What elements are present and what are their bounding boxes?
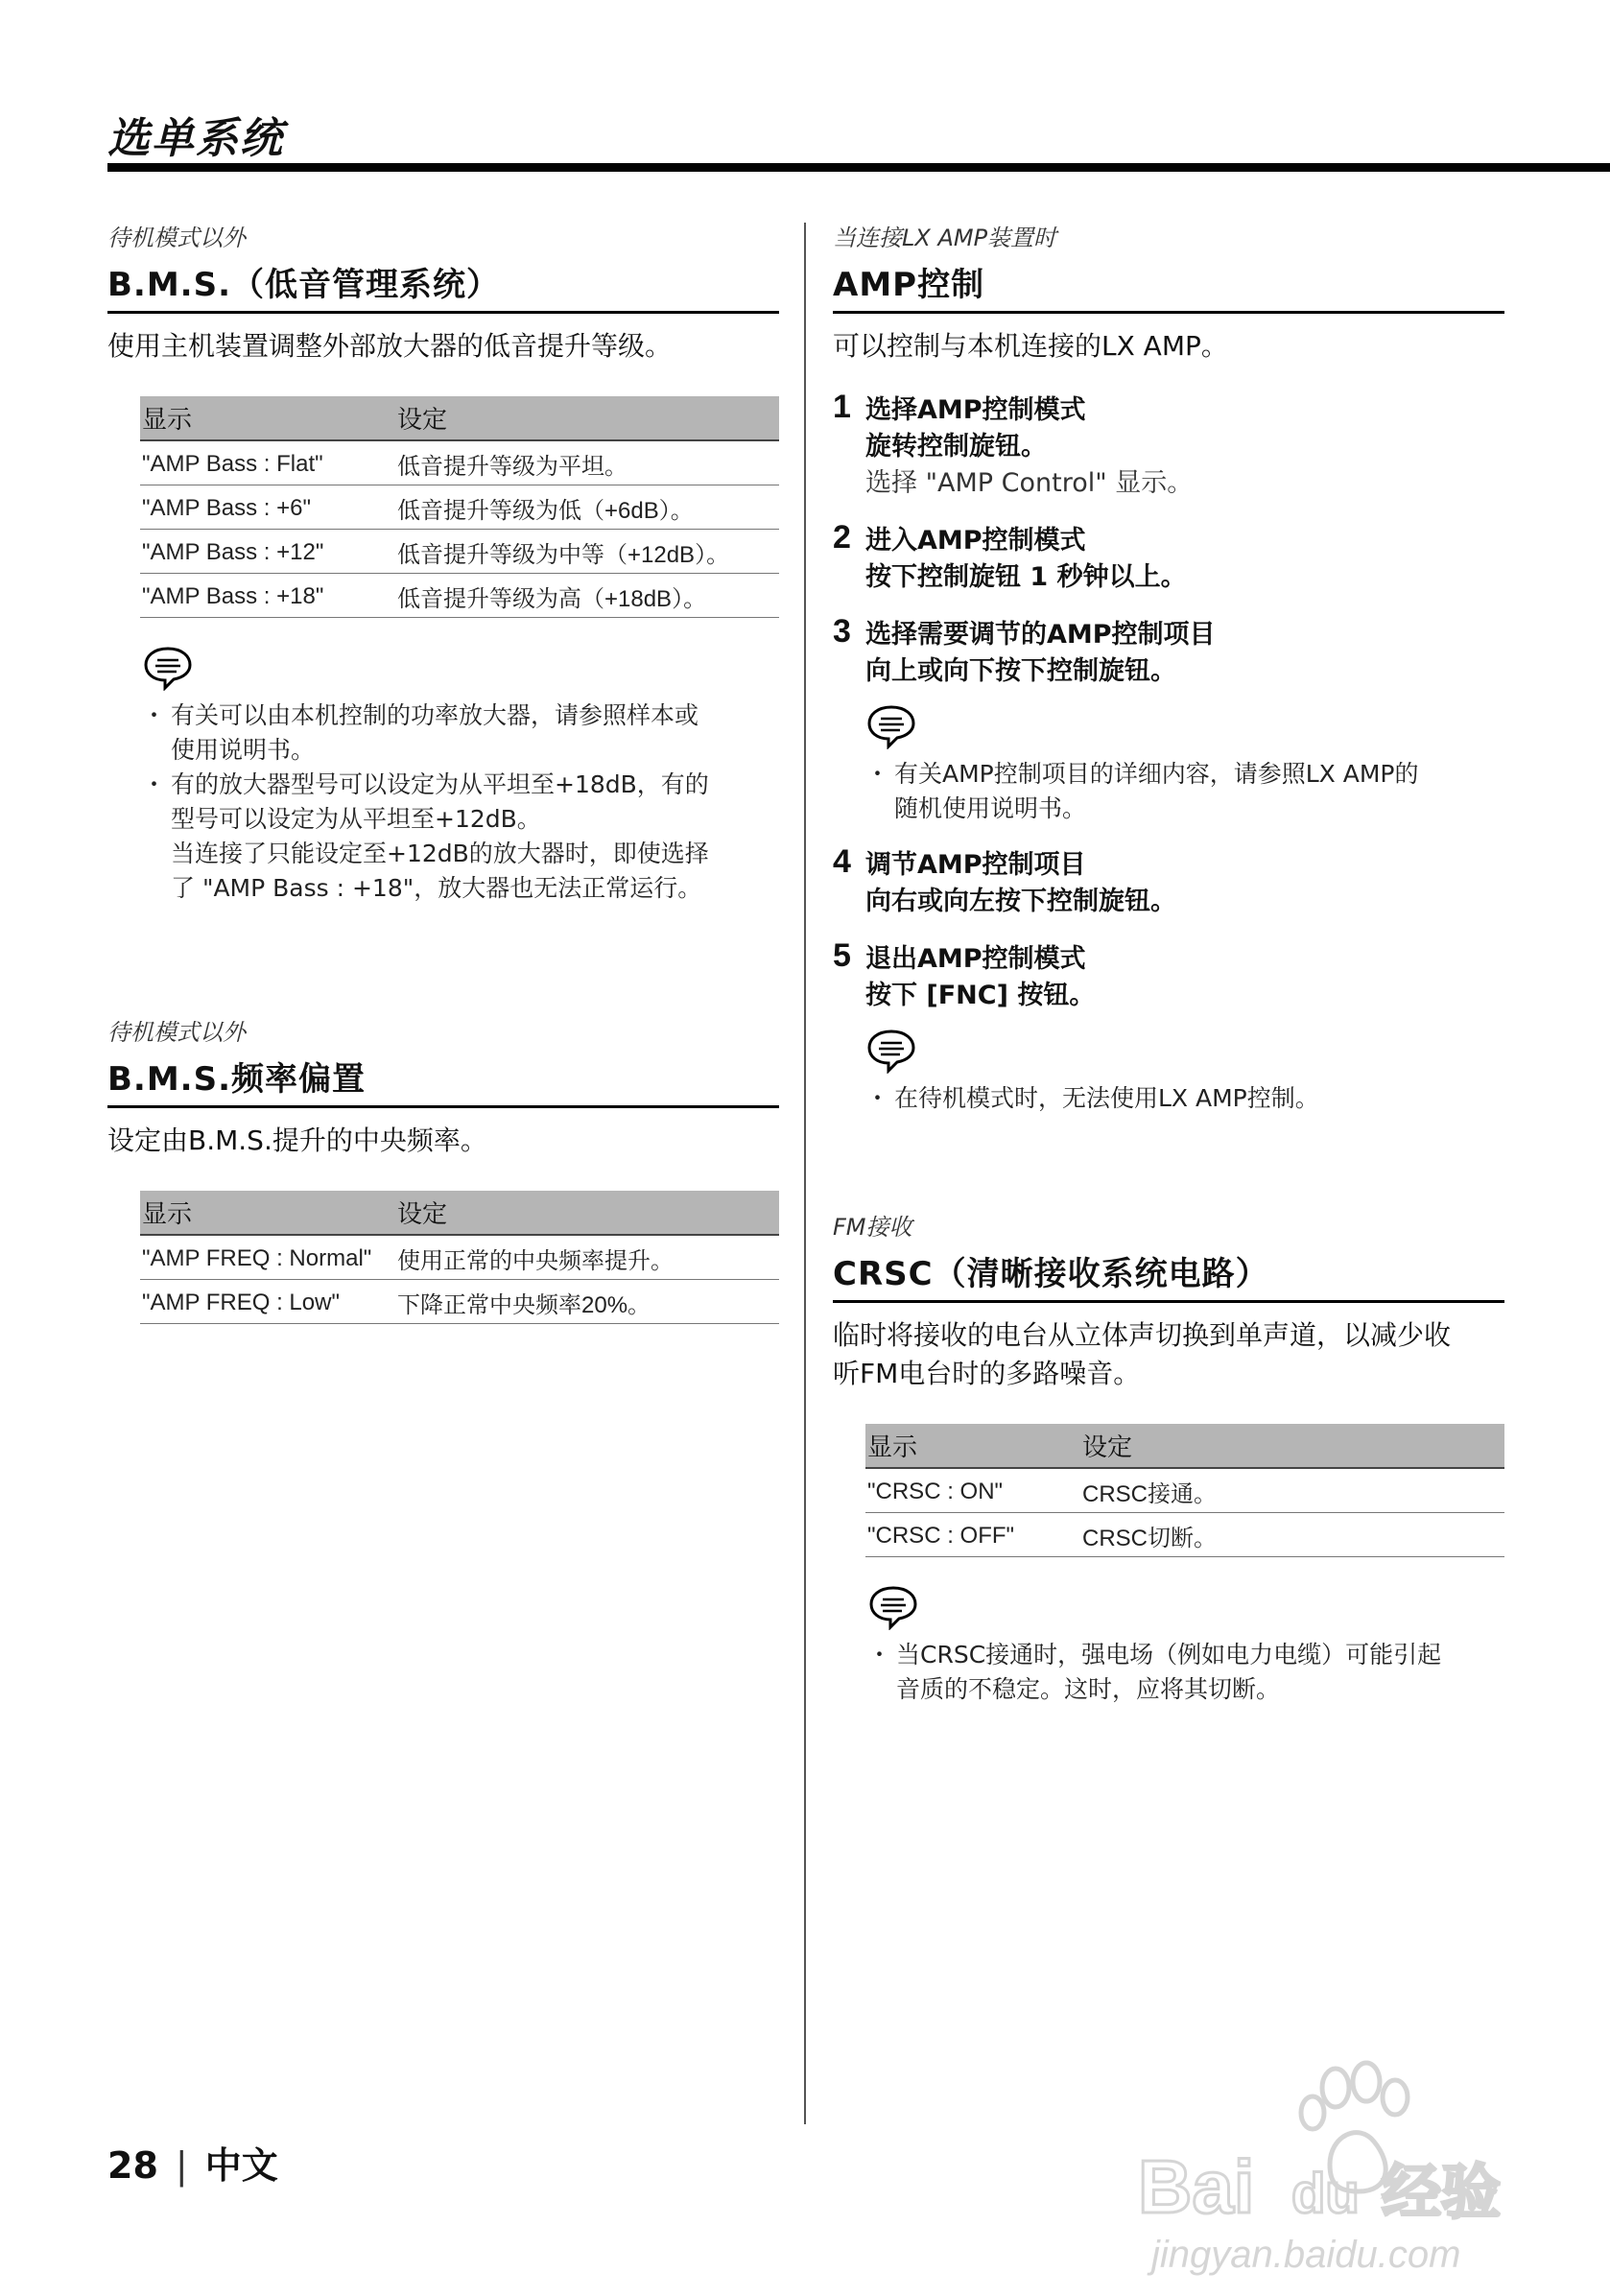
column-header: 设定 [1080,1424,1504,1468]
step-action: 旋转控制旋钮。 [865,432,1047,462]
step-result: 选择 "AMP Control" 显示。 [865,468,1194,498]
section-description [833,1316,1504,1393]
note-list [142,698,779,906]
section-heading: B.M.S.频率偏置 [107,1053,779,1108]
table-row [140,1280,779,1324]
note-line: 在待机模式时，无法使用LX AMP控制。 [894,1084,1319,1112]
note-line: 当CRSC接通时，强电场（例如电力电缆）可能引起 [896,1641,1442,1669]
footer-separator: | [175,2144,188,2187]
step-number: 2 [833,519,851,556]
note-item [142,698,779,768]
step-title: 退出AMP控制模式 [865,944,1086,974]
table-header-row [140,396,779,440]
step-title: 进入AMP控制模式 [865,526,1086,556]
bms-section [107,219,779,906]
description-line: 听FM电台时的多路噪音。 [833,1358,1141,1389]
note-line: 有关AMP控制项目的详细内容，请参照LX AMP的 [894,760,1419,788]
left-column [107,219,779,1324]
watermark-url: jingyan.baidu.com [1151,2234,1461,2276]
display-cell: "CRSC : ON" [865,1468,1080,1513]
note-item [865,1081,1504,1116]
note-line: 有的放大器型号可以设定为从平坦至+18dB，有的 [171,770,709,798]
step-number: 4 [833,843,851,880]
note-speech-bubble-icon [867,1584,919,1630]
note-list [865,1081,1504,1116]
section-heading: AMP控制 [833,258,1504,314]
section-condition: 待机模式以外 [107,1019,246,1046]
table-row [865,1513,1504,1557]
note-line: 音质的不稳定。这时，应将其切断。 [896,1675,1281,1703]
step-list [833,389,1504,1116]
page-title: 选单系统 [107,114,284,163]
section-description: 可以控制与本机连接的LX AMP。 [833,330,1228,362]
right-column [833,219,1504,1707]
step-title: 选择AMP控制模式 [865,395,1086,425]
note-line: 了 "AMP Bass : +18"，放大器也无法正常运行。 [171,874,702,902]
note-item [865,757,1504,826]
note-speech-bubble-icon [142,645,194,691]
language-label: 中文 [204,2144,278,2187]
column-header: 设定 [395,396,779,440]
column-header: 显示 [140,396,395,440]
note-line: 随机使用说明书。 [894,794,1087,822]
crsc-section [833,1208,1504,1707]
note-speech-bubble-icon [865,703,917,749]
bullet: ・ [867,1641,892,1669]
section-heading: CRSC（清晰接收系统电路） [833,1247,1504,1303]
table-row [140,485,779,530]
table-row [140,530,779,574]
bullet: ・ [865,1084,890,1112]
display-cell: "CRSC : OFF" [865,1513,1080,1557]
table-row [865,1468,1504,1513]
bullet: ・ [142,701,167,729]
column-header: 显示 [865,1424,1080,1468]
amp-control-section [833,219,1504,1116]
svg-text:du: du [1291,2163,1360,2225]
bullet: ・ [142,770,167,798]
table-row [140,1235,779,1280]
setting-cell: CRSC切断。 [1080,1513,1504,1557]
bms-freq-section [107,1013,779,1324]
note-list [867,1638,1504,1707]
svg-text:经验: 经验 [1382,2157,1502,2227]
note-item [142,768,779,906]
step-action: 向右或向左按下控制旋钮。 [865,887,1176,916]
step-number: 1 [833,389,851,425]
baidu-watermark [1128,2049,1531,2289]
page-number: 28 [107,2144,158,2187]
step-title: 调节AMP控制项目 [865,850,1086,880]
note-list [865,757,1504,826]
section-heading: B.M.S.（低音管理系统） [107,258,779,314]
note-item [867,1638,1504,1707]
display-cell: "AMP Bass : Flat" [140,440,395,485]
step-item [833,843,1504,920]
step-number: 3 [833,613,851,650]
note-line: 型号可以设定为从平坦至+12dB。 [171,805,541,833]
section-condition: FM接收 [833,1214,912,1241]
table-header-row [140,1191,779,1235]
setting-cell: 低音提升等级为低（+6dB）。 [395,485,779,530]
baidu-paw-logo-icon [1128,2049,1531,2232]
section-condition: 待机模式以外 [107,225,246,251]
step-item [833,613,1504,826]
setting-cell: 低音提升等级为平坦。 [395,440,779,485]
section-description: 使用主机装置调整外部放大器的低音提升等级。 [107,330,673,362]
display-cell: "AMP Bass : +12" [140,530,395,574]
table-row [140,574,779,618]
page-footer [107,2136,278,2189]
setting-cell: 低音提升等级为高（+18dB）。 [395,574,779,618]
section-condition: 当连接LX AMP装置时 [833,225,1057,251]
display-cell: "AMP FREQ : Low" [140,1280,395,1324]
step-number: 5 [833,937,851,974]
note-line: 有关可以由本机控制的功率放大器，请参照样本或 [171,701,699,729]
step-item [833,389,1504,502]
column-header: 显示 [140,1191,395,1235]
settings-table [865,1424,1504,1557]
step-item [833,937,1504,1116]
step-action: 按下控制旋钮 1 秒钟以上。 [865,562,1187,592]
section-description: 设定由B.M.S.提升的中央频率。 [107,1124,487,1156]
display-cell: "AMP Bass : +18" [140,574,395,618]
table-row [140,440,779,485]
step-action: 向上或向下按下控制旋钮。 [865,656,1176,686]
settings-table [140,1191,779,1324]
setting-cell: 低音提升等级为中等（+12dB）。 [395,530,779,574]
setting-cell: 下降正常中央频率20%。 [395,1280,779,1324]
display-cell: "AMP FREQ : Normal" [140,1235,395,1280]
setting-cell: CRSC接通。 [1080,1468,1504,1513]
display-cell: "AMP Bass : +6" [140,485,395,530]
column-divider [804,223,806,2124]
bullet: ・ [865,760,890,788]
title-rule [107,163,1610,172]
step-title: 选择需要调节的AMP控制项目 [865,620,1216,650]
table-header-row [865,1424,1504,1468]
note-line: 当连接了只能设定至+12dB的放大器时，即使选择 [171,840,709,867]
note-speech-bubble-icon [865,1028,917,1074]
setting-cell: 使用正常的中央频率提升。 [395,1235,779,1280]
step-action: 按下 [FNC] 按钮。 [865,981,1096,1010]
svg-text:Bai: Bai [1138,2144,1255,2229]
settings-table [140,396,779,618]
note-line: 使用说明书。 [171,736,316,764]
step-item [833,519,1504,596]
description-line: 临时将接收的电台从立体声切换到单声道，以减少收 [833,1319,1452,1351]
column-header: 设定 [395,1191,779,1235]
